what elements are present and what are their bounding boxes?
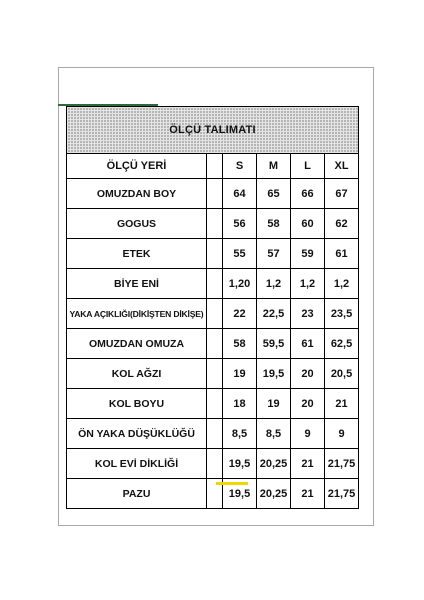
measurement-value: 67 (325, 179, 359, 209)
measurement-value: 19 (223, 359, 257, 389)
table-row (67, 359, 359, 389)
measurement-value: 1,20 (223, 269, 257, 299)
measurement-value: 20,25 (257, 449, 291, 479)
measurement-value: 62,5 (325, 329, 359, 359)
table-title-cell (67, 107, 359, 154)
header-row (67, 154, 359, 179)
measurement-label: ÖN YAKA DÜŞÜKLÜĞÜ (67, 419, 207, 449)
measurement-value: 65 (257, 179, 291, 209)
header-spacer (207, 154, 223, 179)
measurement-value: 20,5 (325, 359, 359, 389)
row-spacer (207, 269, 223, 299)
table-title: ÖLÇÜ TALIMATI (169, 124, 256, 136)
measurement-label: KOL EVİ DİKLİĞİ (67, 449, 207, 479)
row-spacer (207, 209, 223, 239)
measurement-value: 19,5 (223, 449, 257, 479)
row-spacer (207, 329, 223, 359)
table-body (67, 179, 359, 509)
row-spacer (207, 419, 223, 449)
header-size-m: M (257, 154, 291, 179)
table-row (67, 269, 359, 299)
measurement-label: PAZU (67, 479, 207, 509)
measurement-value: 62 (325, 209, 359, 239)
measurement-value: 9 (325, 419, 359, 449)
header-size-l: L (291, 154, 325, 179)
table-row (67, 209, 359, 239)
row-spacer (207, 179, 223, 209)
measurement-label: GOGUS (67, 209, 207, 239)
measurement-value: 1,2 (291, 269, 325, 299)
measurement-value: 59,5 (257, 329, 291, 359)
measurement-value: 21 (291, 479, 325, 509)
measurement-value: 1,2 (257, 269, 291, 299)
measurement-value: 59 (291, 239, 325, 269)
measurement-value: 1,2 (325, 269, 359, 299)
header-size-s: S (223, 154, 257, 179)
selected-cell-highlight (216, 482, 248, 485)
measurement-value: 19,5 (223, 479, 257, 509)
measurement-value: 20 (291, 389, 325, 419)
measurement-value: 20 (291, 359, 325, 389)
measurement-value: 21 (291, 449, 325, 479)
table-row (67, 479, 359, 509)
header-size-xl: XL (325, 154, 359, 179)
measurement-label: OMUZDAN OMUZA (67, 329, 207, 359)
measurement-value: 58 (257, 209, 291, 239)
measurement-label: BİYE ENİ (67, 269, 207, 299)
measurement-value: 21,75 (325, 479, 359, 509)
measurement-value: 23 (291, 299, 325, 329)
measurement-label: ETEK (67, 239, 207, 269)
row-spacer (207, 239, 223, 269)
measurement-label: KOL AĞZI (67, 359, 207, 389)
measurement-value: 9 (291, 419, 325, 449)
measurement-value: 8,5 (223, 419, 257, 449)
table-row (67, 449, 359, 479)
measurement-value: 18 (223, 389, 257, 419)
measurement-value: 22 (223, 299, 257, 329)
measurement-value: 19,5 (257, 359, 291, 389)
row-spacer (207, 299, 223, 329)
measurement-value: 64 (223, 179, 257, 209)
measurement-value: 20,25 (257, 479, 291, 509)
measurement-value: 22,5 (257, 299, 291, 329)
measurement-value: 8,5 (257, 419, 291, 449)
table-row (67, 419, 359, 449)
measurement-value: 21 (325, 389, 359, 419)
row-spacer (207, 449, 223, 479)
measurement-value: 56 (223, 209, 257, 239)
measurement-value: 19 (257, 389, 291, 419)
measurement-label: OMUZDAN BOY (67, 179, 207, 209)
table-row (67, 389, 359, 419)
size-chart-table (66, 106, 359, 509)
measurement-value: 23,5 (325, 299, 359, 329)
measurement-value: 66 (291, 179, 325, 209)
measurement-value: 61 (325, 239, 359, 269)
table-row (67, 179, 359, 209)
row-spacer (207, 359, 223, 389)
measurement-value: 58 (223, 329, 257, 359)
measurement-value: 61 (291, 329, 325, 359)
table-row (67, 239, 359, 269)
measurement-label: YAKA AÇIKLIĞI(DİKİŞTEN DİKİŞE) (67, 299, 207, 329)
row-spacer (207, 389, 223, 419)
measurement-value: 57 (257, 239, 291, 269)
table-row (67, 329, 359, 359)
measurement-value: 60 (291, 209, 325, 239)
header-label: ÖLÇÜ YERİ (67, 154, 207, 179)
measurement-value: 55 (223, 239, 257, 269)
measurement-label: KOL BOYU (67, 389, 207, 419)
measurement-value: 21,75 (325, 449, 359, 479)
table-row (67, 299, 359, 329)
